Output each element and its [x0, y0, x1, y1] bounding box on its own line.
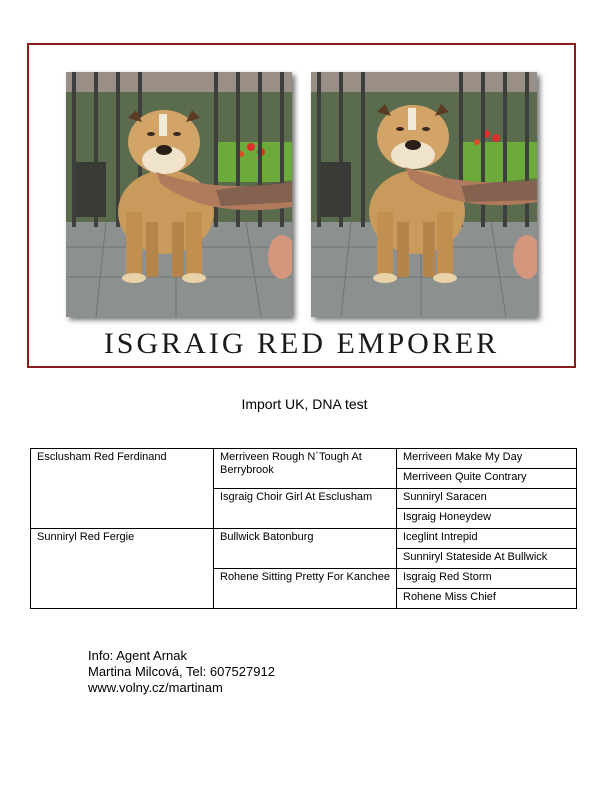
banner-title: ISGRAIG RED EMPORER — [103, 327, 500, 360]
dam-dam-cell: Rohene Sitting Pretty For Kanchee — [214, 569, 397, 609]
subtitle: Import UK, DNA test — [241, 396, 368, 412]
banner-frame — [27, 43, 576, 368]
pedigree-table — [30, 448, 577, 609]
info-line-agent: Info: Agent Arnak — [88, 648, 188, 663]
sire-dam-cell: Isgraig Choir Girl At Esclusham — [214, 489, 397, 529]
sire-cell: Esclusham Red Ferdinand — [31, 449, 214, 529]
info-line-website[interactable]: www.volny.cz/martinam — [88, 680, 223, 695]
dam-sire-sire-cell: Iceglint Intrepid — [397, 529, 577, 549]
contact-info — [88, 648, 275, 696]
dog-photo-right — [311, 72, 537, 317]
dam-dam-sire-cell: Isgraig Red Storm — [397, 569, 577, 589]
dam-sire-dam-cell: Sunniryl Stateside At Bullwick — [397, 549, 577, 569]
dam-sire-cell: Bullwick Batonburg — [214, 529, 397, 569]
dam-cell: Sunniryl Red Fergie — [31, 529, 214, 609]
table-row — [31, 449, 577, 469]
table-row — [31, 529, 577, 549]
info-line-phone: Martina Milcová, Tel: 607527912 — [88, 664, 275, 679]
dog-photo-left — [66, 72, 292, 317]
bulldog-image — [311, 72, 537, 317]
bulldog-image — [66, 72, 292, 317]
sire-dam-sire-cell: Sunniryl Saracen — [397, 489, 577, 509]
sire-dam-dam-cell: Isgraig Honeydew — [397, 509, 577, 529]
sire-sire-dam-cell: Merriveen Quite Contrary — [397, 469, 577, 489]
dam-dam-dam-cell: Rohene Miss Chief — [397, 589, 577, 609]
sire-sire-cell: Merriveen Rough N´Tough At Berrybrook — [214, 449, 397, 489]
sire-sire-sire-cell: Merriveen Make My Day — [397, 449, 577, 469]
